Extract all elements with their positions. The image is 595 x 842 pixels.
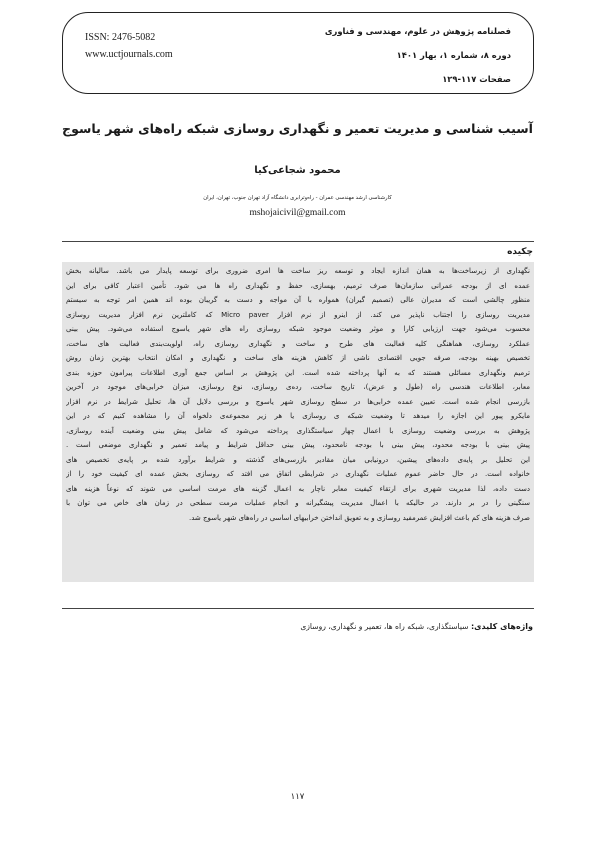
abstract-body	[62, 262, 534, 582]
abstract-line: عمده ای از بودجه عمرانی سازمان‌ها صرف ترمیم، بهسازی، حفظ و نگهداری راه ها می شود. تأمین اعتبار کافی برای این	[66, 281, 530, 290]
abstract-line: ترمیم ونگهداری مسائلی هستند که به آنها پرداخته شده است. این پژوهش بر اساس جمع آوری اطلاعات پیرامون حوزه بندی	[66, 368, 530, 377]
journal-name: فصلنامه پژوهش در علوم، مهندسی و فناوری	[324, 26, 511, 36]
page-number: ۱۱۷	[290, 792, 305, 802]
abstract-line: خانواده است. در حال حاضر عموم عملیات نگهداری در شرایطی اتفاق می افتد که روسازی بخش عمده ای کیفیت خود را از	[66, 470, 530, 478]
keywords	[62, 622, 533, 631]
abstract-line: محسوب می‌شود جهت ارزیابی کارا و موثر وضعیت موجود شبکه روسازی راه های شهر یاسوج استفاده می‌شود. پیش بینی	[66, 325, 530, 333]
page-range: صفحات ۱۱۷-۱۲۹	[442, 74, 511, 84]
abstract-line: سنگینی را در بر دارند. در حالیکه با اعمال مدیریت پیشگیرانه و انجام عملیات مرمت سطحی در زمان های خاص می توان با	[66, 499, 530, 507]
abstract-line: دست داده، لذا مدیریت شهری برای ارتقاء کیفیت معابر ناچار به اعمال گزینه های مرمت اساسی می شوند که نوعاً هزینه های	[66, 484, 530, 493]
abstract-line: این تحلیل بر پایه‌ی داده‌های پیشین، درونیابی میان مقادیر بازرسی‌های گذشته و شرایط برآورد شده بر پایه‌ی تخصیص های	[66, 455, 530, 464]
keywords-label: واژه‌های کلیدی:	[470, 622, 533, 631]
abstract-line: نگهداری از زیرساخت‌ها به همان اندازه ایجاد و توسعه ریز ساخت ها امری ضروری برای توسعه پایدار می باشد. سالیانه بخش	[66, 267, 530, 275]
issn-text: ISSN: 2476-5082	[85, 32, 156, 43]
abstract-line: صرف هزینه های کم باعث افزایش عمرمفید روسازی و به تعویق انداختن خرابیهای اساسی در راه‌های شهر یاسوج شد.	[188, 513, 530, 522]
abstract-line: پژوهش به بررسی وضعیت روسازی با اعمال چهار سیاستگذاری پرداخته می‌شود که شامل پیش بینی وضعیت آینده روسازی،	[66, 426, 530, 435]
paper-title: آسیب شناسی و مدیریت تعمیر و نگهداری روسازی شبکه راه‌های شهر یاسوج	[62, 121, 533, 136]
abstract-line: پیش بینی با بودجه محدود، پیش بینی با بودجه نامحدود، پیش بینی حداقل شرایط و پیامد تعمیر و نگهداری موضعی است .	[66, 441, 530, 449]
abstract-line: عملکرد روسازی، هماهنگی کلیه فعالیت های طرح و ساخت و نگهداری روسازی راه، اولویت‌بندی فعالیت های ساخت،	[66, 339, 530, 348]
author-name: محمود شجاعی‌کیا	[254, 165, 341, 176]
abstract-line: معابر، اطلاعات هندسی راه (طول و عرض)، تاریخ ساخت، رده‌ی روسازی، نوع روسازی، میزان خرابی‌های موجود در آخرین	[66, 383, 530, 391]
abstract-heading: چکیده	[507, 247, 533, 257]
journal-header-box	[62, 12, 534, 94]
abstract-line: منظور چالشی است که مدیران عالی (تصمیم گیران) همواره با آن مواجه و دست به گریبان بوده اند همین امر توجه به سیستم	[66, 296, 530, 304]
top-divider	[62, 241, 534, 242]
issue-info: دوره ۸، شماره ۱، بهار ۱۴۰۱	[396, 50, 511, 60]
website-text: www.uctjournals.com	[85, 49, 173, 60]
author-email: mshojaicivil@gmail.com	[249, 208, 346, 218]
abstract-line: تخصیص بهینه بودجه، صرفه جویی اقتصادی ناشی از کاهش هزینه های ساخت و نگهداری و امکان انتخاب بهترین زمان روش	[66, 354, 530, 362]
keywords-text: سیاستگذاری، شبکه راه ها، تعمیر و نگهداری، روسازی	[300, 622, 469, 631]
author-affiliation: کارشناسی ارشد مهندسی عمران - راه‌وترابری دانشگاه آزاد تهران جنوب، تهران، ایران	[203, 195, 392, 201]
bottom-divider	[62, 608, 534, 609]
abstract-line: مدیریت روسازی را اجتناب ناپذیر می کند. از اینرو از نرم افزار Micro paver که کاملترین نرم افزار مدیریت روسازی	[66, 310, 530, 319]
abstract-line: مایکرو پیور این اجازه را میدهد تا وضعیت شبکه ی روسازی یا هر زیر مجموعه‌ی دلخواه آن را مشاهده کنیم که در این	[66, 412, 530, 420]
abstract-line: بازرسی انجام شده است. تعیین عمده خرابی‌ها در سطح روسازی شهر یاسوج و بررسی دلایل آن ها، تحلیل شرایط در نرم افزار	[66, 397, 530, 406]
